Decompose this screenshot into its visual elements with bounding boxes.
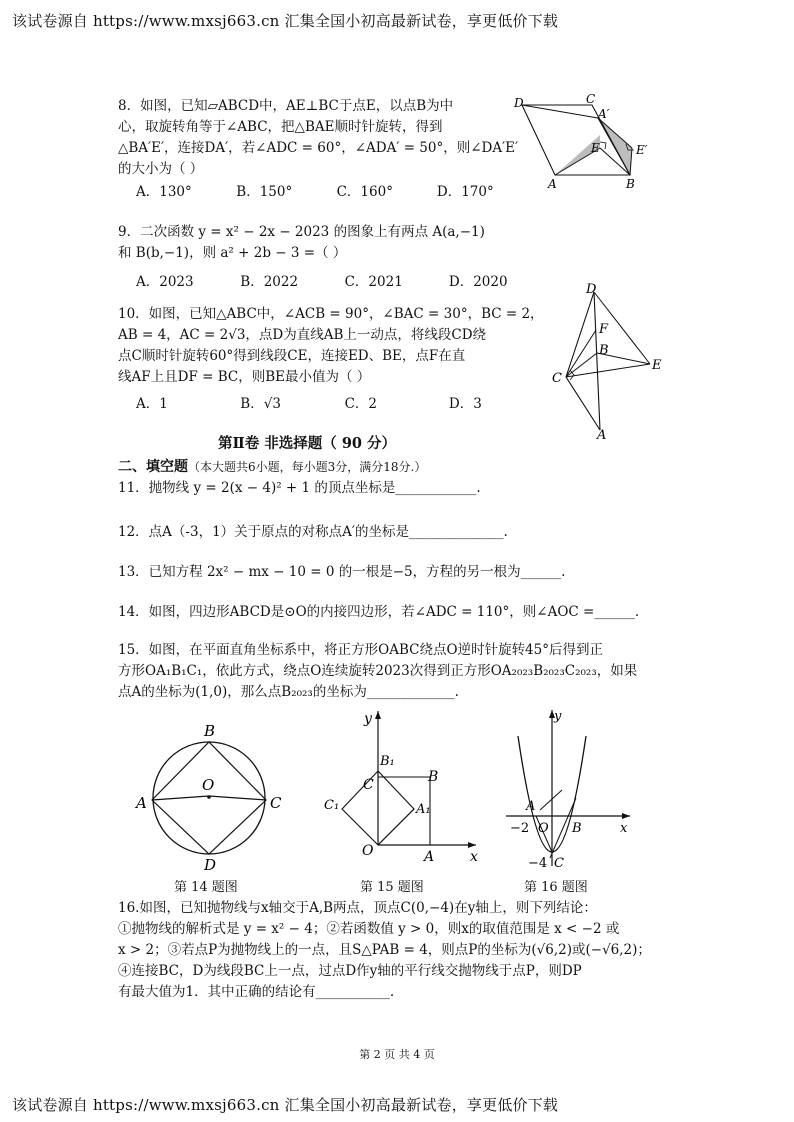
figure-14-caption: 第 14 题图 <box>174 880 238 895</box>
q9-option-a[interactable]: A．2023 <box>136 274 194 290</box>
q16-line3: x > 2；③若点P为抛物线上的一点，且S△PAB = 4，则点P的坐标为(√6,2)或(−√6,2)； <box>118 942 651 958</box>
q8-label-c: C <box>586 92 596 106</box>
q9-line2: 和 B(b,−1)，则 a² + 2b − 3 =（ ） <box>118 245 347 261</box>
q16-line5: 有最大值为1．其中正确的结论有___________. <box>118 984 395 1000</box>
fig15-label-b1: B₁ <box>380 754 395 769</box>
question-8 <box>118 96 518 180</box>
q8-label-e1: E′ <box>636 143 648 157</box>
figure-15-caption: 第 15 题图 <box>360 880 424 895</box>
fill-blank-title: 二、填空题 <box>118 459 188 475</box>
fig16-label-a: A <box>526 799 536 814</box>
fill-blank-heading <box>118 456 426 476</box>
q15-line3: 点A的坐标为(1,0)，那么点B₂₀₂₃的坐标为_____________. <box>118 684 459 700</box>
fig15-label-c: C <box>363 777 374 793</box>
top-source-banner: 该试卷源自 https://www.mxsj663.cn 汇集全国小初高最新试卷，享更低价下载 <box>12 12 559 30</box>
q10-label-c: C <box>552 371 562 386</box>
fig15-label-y: y <box>364 711 372 727</box>
q8-label-b: B <box>626 177 635 191</box>
q9-option-d[interactable]: D．2020 <box>448 274 508 290</box>
q8-option-d[interactable]: D．170° <box>436 184 494 200</box>
question-12: 12．点A（-3，1）关于原点的对称点A′的坐标是______________. <box>118 524 508 540</box>
q8-line2: 心，取旋转角等于∠ABC，把△BAE顺时针旋转，得到 <box>118 119 443 135</box>
fig14-label-a: A <box>136 794 147 812</box>
fig15-label-c1: C₁ <box>324 798 340 813</box>
q9-options <box>136 270 549 290</box>
q10-label-f: F <box>599 322 609 337</box>
q10-option-c[interactable]: C．2 <box>344 396 378 412</box>
question-14: 14．如图，四边形ABCD是⊙O的内接四边形，若∠ADC = 110°，则∠AOC =______. <box>118 604 640 620</box>
q10-option-a[interactable]: A．1 <box>136 396 168 412</box>
q8-line1: 8．如图，已知▱ABCD中，AE⊥BC于点E，以点B为中 <box>118 98 454 114</box>
q8-label-a: A <box>548 177 557 191</box>
fig16-label-y: y <box>554 709 562 724</box>
fig16-label-x: x <box>620 821 628 836</box>
q9-line1: 9．二次函数 y = x² − 2x − 2023 的图象上有两点 A(a,−1) <box>118 224 485 240</box>
q8-option-b[interactable]: B．150° <box>236 184 293 200</box>
fig16-label-neg2: −2 <box>510 821 530 836</box>
fig15-label-o: O <box>362 843 374 859</box>
fig14-label-o: O <box>202 776 215 794</box>
q10-line4: 线AF上且DF = BC，则BE最小值为（ ） <box>118 369 371 385</box>
fig16-label-b: B <box>572 821 582 836</box>
q10-line1: 10．如图，已知△ABC中，∠ACB = 90°，∠BAC = 30°，BC = 2， <box>118 306 544 322</box>
q10-figure <box>544 280 684 445</box>
fill-blank-note: （本大题共6小题，每小题3分，满分18分.） <box>188 460 427 474</box>
question-15 <box>118 640 637 703</box>
fig16-label-c: C <box>554 856 564 871</box>
fig15-label-a: A <box>424 849 435 865</box>
q10-line2: AB = 4，AC = 2√3，点D为直线AB上一动点，将线段CD绕 <box>118 327 487 343</box>
question-11: 11．抛物线 y = 2(x − 4)² + 1 的顶点坐标是____________. <box>118 480 481 496</box>
fig15-label-x: x <box>470 849 478 865</box>
q8-label-d: D <box>514 96 524 110</box>
question-10 <box>118 304 544 388</box>
fig15-label-b: B <box>428 769 439 785</box>
q8-line4: 的大小为（ ） <box>118 161 204 177</box>
q8-option-a[interactable]: A．130° <box>136 184 192 200</box>
q10-options <box>136 392 549 412</box>
bottom-source-banner: 该试卷源自 https://www.mxsj663.cn 汇集全国小初高最新试卷，享更低价下载 <box>12 1096 559 1114</box>
q15-line2: 方形OA₁B₁C₁，依此方式，绕点O连续旋转2023次得到正方形OA₂₀₂₃B₂₀₂₃C₂₀₂₃，如果 <box>118 663 638 679</box>
fig15-label-a1: A₁ <box>416 802 431 817</box>
q10-label-a: A <box>597 428 607 443</box>
q10-option-d[interactable]: D．3 <box>448 396 482 412</box>
q10-line3: 点C顺时针旋转60°得到线段CE，连接ED、BE，点F在直 <box>118 348 466 364</box>
q8-label-a1: A′ <box>598 107 610 121</box>
fig16-label-neg4: −4 <box>528 856 548 871</box>
q10-label-d: D <box>586 282 597 297</box>
q8-options <box>136 180 533 200</box>
fig14-label-b: B <box>204 722 216 740</box>
q8-option-c[interactable]: C．160° <box>336 184 393 200</box>
fig14-label-c: C <box>270 794 282 812</box>
q16-line1: 16.如图，已知抛物线与x轴交于A,B两点，顶点C(0,−4)在y轴上，则下列结论： <box>118 900 597 916</box>
q16-line2: ①抛物线的解析式是 y = x² − 4；②若函数值 y > 0，则x的取值范围是 x < −2 或 <box>118 921 620 937</box>
page-footer: 第 2 页 共 4 页 <box>359 1048 435 1061</box>
question-9 <box>118 222 485 264</box>
q8-figure <box>508 92 658 192</box>
section-2-title: 第Ⅱ卷 非选择题（ 90 分） <box>218 435 397 452</box>
figure-16 <box>500 700 638 872</box>
question-16 <box>118 898 651 1003</box>
q10-option-b[interactable]: B．√3 <box>240 396 281 412</box>
q9-option-c[interactable]: C．2021 <box>344 274 403 290</box>
q10-label-e: E <box>652 358 662 373</box>
q16-line4: ④连接BC，D为线段BC上一点，过点D作y轴的平行线交抛物线于点P，则DP <box>118 963 582 979</box>
figure-15 <box>318 705 488 871</box>
q10-label-b: B <box>599 343 609 358</box>
fig16-label-o: O <box>538 821 549 836</box>
question-13: 13．已知方程 2x² − mx − 10 = 0 的一根是−5，方程的另一根为______. <box>118 564 566 580</box>
figure-14 <box>132 718 292 874</box>
q9-option-b[interactable]: B．2022 <box>240 274 299 290</box>
q15-line1: 15．如图，在平面直角坐标系中，将正方形OABC绕点O逆时针旋转45°后得到正 <box>118 642 603 658</box>
q8-label-e: E <box>591 141 600 155</box>
figure-16-caption: 第 16 题图 <box>524 880 588 895</box>
fig14-label-d: D <box>204 856 217 874</box>
q8-line3: △BA′E′，连接DA′，若∠ADC = 60°，∠ADA′ = 50°，则∠DA′E′ <box>118 140 519 156</box>
